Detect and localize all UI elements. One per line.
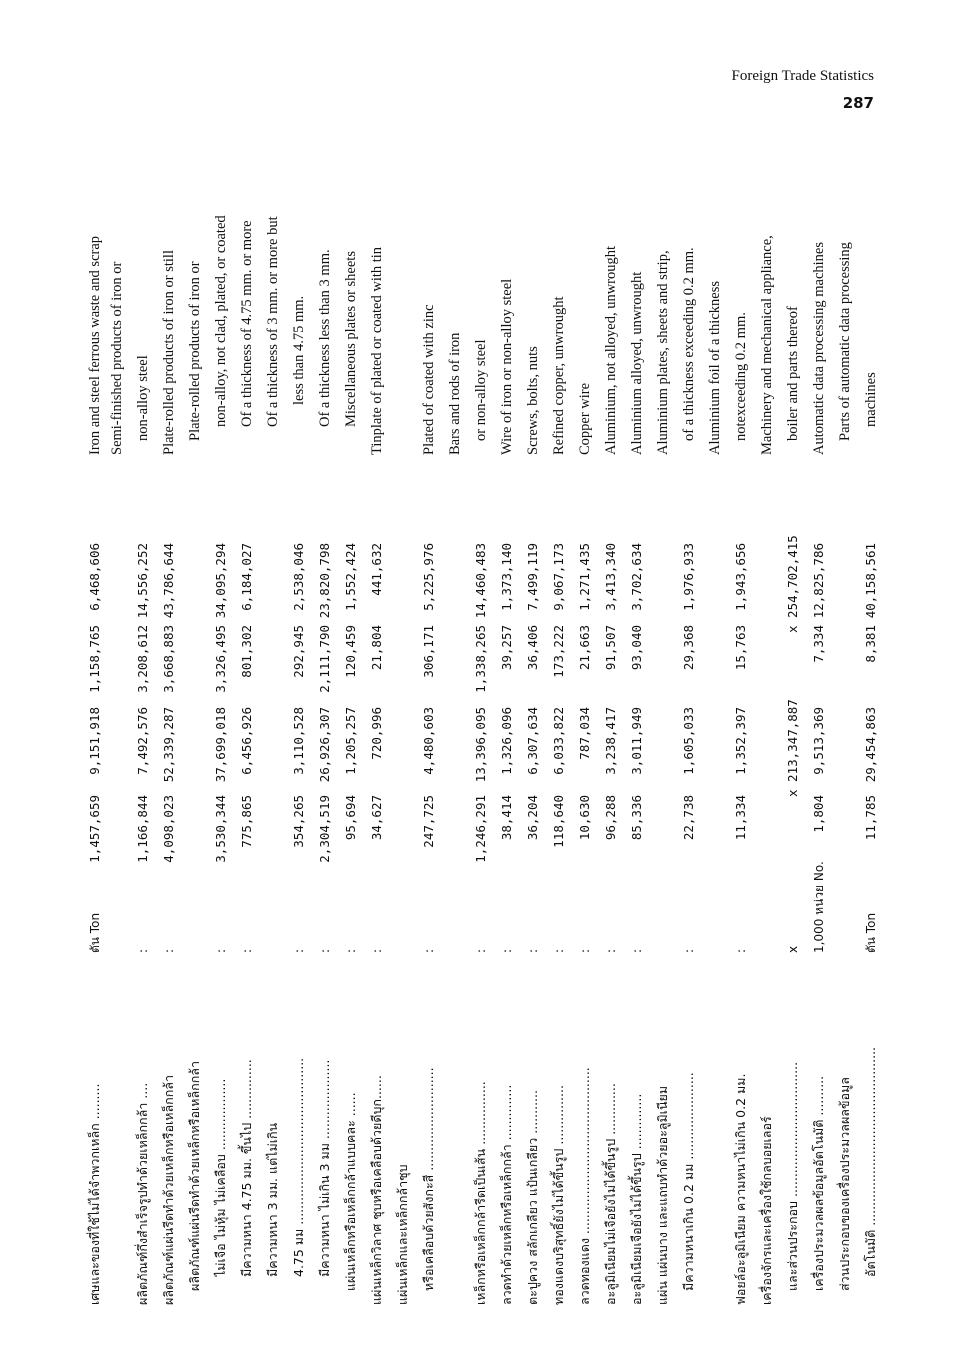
value-cell: 3,668,883 — [161, 625, 176, 693]
thai-description: อะลูมิเนียมไม่เจือยังไม่ได้ขึ้นรูป ............. — [603, 1083, 618, 1305]
table-row — [390, 155, 416, 1305]
value-cell: 1,552,424 — [343, 543, 358, 611]
value-cell: 3,011,949 — [629, 707, 644, 775]
value-cell: 34,095,294 — [213, 543, 228, 619]
value-cell: 9,067,173 — [551, 543, 566, 611]
english-description: Machinery and mechanical appliance, — [759, 235, 775, 455]
value-cell: 5,225,976 — [421, 543, 436, 611]
page-number: 287 — [842, 94, 874, 112]
unit-cell: : — [240, 948, 254, 953]
value-cell: 8,381 — [863, 625, 878, 663]
english-description: of a thickness exceeding 0.2 mm. — [681, 247, 697, 441]
unit-cell: : — [162, 948, 176, 953]
thai-description: แผ่นเหล็กหรือเหล็กกล้าแบบคละ ...... — [343, 1092, 358, 1291]
table-row — [234, 155, 260, 1305]
value-cell: x 213,347,887 — [785, 699, 800, 797]
thai-description: เศษและของที่ใช้ไม่ได้จำพวกเหล็ก ......... — [87, 1083, 102, 1305]
unit-cell: ตัน Ton — [864, 912, 878, 953]
thai-description: เครื่องจักรและเครื่องใช้กลบอยเลอร์ — [759, 1116, 774, 1305]
table-row — [676, 155, 702, 1305]
value-cell: 21,804 — [369, 625, 384, 671]
table-row — [598, 155, 624, 1305]
table-row — [832, 155, 858, 1305]
thai-description: มีความหนา 4.75 มม. ขึ้นไป ............... — [239, 1059, 254, 1277]
value-cell: 3,413,340 — [603, 543, 618, 611]
value-cell: 29,368 — [681, 625, 696, 671]
thai-description: ตะปูควง สลักเกลียว แป้นเกลียว ........... — [525, 1090, 540, 1305]
english-description: or non-alloy steel — [473, 339, 489, 441]
table-row — [780, 155, 806, 1305]
value-cell: x 254,702,415 — [785, 535, 800, 633]
value-cell: 15,763 — [733, 625, 748, 671]
unit-cell: : — [578, 948, 592, 953]
value-cell: 43,786,644 — [161, 543, 176, 619]
english-description: Refined copper, unwrought — [551, 296, 567, 455]
unit-cell: : — [604, 948, 618, 953]
unit-cell: : — [552, 948, 566, 953]
value-cell: 7,492,576 — [135, 707, 150, 775]
english-description: Aluminium, not alloyed, unwrought — [603, 245, 619, 455]
value-cell: 13,396,095 — [473, 707, 488, 783]
value-cell: 22,738 — [681, 795, 696, 841]
value-cell: 85,336 — [629, 795, 644, 841]
value-cell: 14,556,252 — [135, 543, 150, 619]
value-cell: 306,171 — [421, 625, 436, 678]
thai-description: ผลิตภัณฑ์กึ่งสำเร็จรูปทำด้วยเหล็กกล้า .... — [135, 1082, 150, 1305]
thai-description: เครื่องประมวลผลข้อมูลอัตโนมัติ .......... — [811, 1075, 826, 1291]
table-row — [546, 155, 572, 1305]
thai-description: อัตโนมัติ ............................................. — [863, 1046, 878, 1277]
unit-cell: : — [370, 948, 384, 953]
table-row — [572, 155, 598, 1305]
value-cell: 120,459 — [343, 625, 358, 678]
table-row — [286, 155, 312, 1305]
value-cell: 1,352,397 — [733, 707, 748, 775]
value-cell: 787,034 — [577, 707, 592, 760]
value-cell: 1,338,265 — [473, 625, 488, 693]
value-cell: 11,785 — [863, 795, 878, 841]
thai-description: เหล็กหรือเหล็กกล้ารีดเป็นเส้น ................ — [473, 1081, 488, 1305]
english-description: Semi-finished products of iron or — [109, 261, 125, 455]
value-cell: 3,702,634 — [629, 543, 644, 611]
value-cell: 4,480,603 — [421, 707, 436, 775]
value-cell: 34,627 — [369, 795, 384, 841]
value-cell: 1,326,096 — [499, 707, 514, 775]
thai-description: มีความหนา 3 มม. แต่ไม่เกิน — [265, 1122, 280, 1277]
value-cell: 2,538,046 — [291, 543, 306, 611]
english-description: Iron and steel ferrous waste and scrap — [87, 235, 103, 455]
thai-description: หรือเคลือบด้วยสังกะสี .......................... — [421, 1067, 436, 1291]
table-row — [494, 155, 520, 1305]
unit-cell: : — [734, 948, 748, 953]
value-cell: 3,238,417 — [603, 707, 618, 775]
value-cell: 720,996 — [369, 707, 384, 760]
table-row — [156, 155, 182, 1305]
thai-description: อะลูมิเนียมเจือยังไม่ได้ขึ้นรูป .............. — [629, 1093, 644, 1305]
english-description: non-alloy, not clad, plated, or coated — [213, 215, 229, 427]
value-cell: 40,158,561 — [863, 543, 878, 619]
english-description: notexceeding 0.2 mm. — [733, 312, 749, 441]
rotated-statistics-table — [82, 155, 882, 1305]
value-cell: 29,454,863 — [863, 707, 878, 783]
table-row — [806, 155, 832, 1305]
table-row — [104, 155, 130, 1305]
thai-description: ลวดทำด้วยเหล็กหรือเหล็กกล้า .............. — [499, 1084, 514, 1305]
unit-cell: : — [344, 948, 358, 953]
table-row — [208, 155, 234, 1305]
value-cell: 1,166,844 — [135, 795, 150, 863]
unit-cell: x — [786, 945, 800, 953]
unit-cell: : — [318, 948, 332, 953]
english-description: Miscellaneous plates or sheets — [343, 251, 359, 427]
value-cell: 292,945 — [291, 625, 306, 678]
thai-description: และส่วนประกอบ .................................. — [785, 1061, 800, 1291]
english-description: Screws, bolts, nuts — [525, 346, 541, 455]
value-cell: 3,208,612 — [135, 625, 150, 693]
value-cell: 3,326,495 — [213, 625, 228, 693]
value-cell: 93,040 — [629, 625, 644, 671]
thai-description: ส่วนประกอบของเครื่องประมวลผลข้อมูล — [837, 1077, 852, 1291]
value-cell: 1,943,656 — [733, 543, 748, 611]
english-description: Bars and rods of iron — [447, 332, 463, 455]
value-cell: 6,468,606 — [87, 543, 102, 611]
thai-description: ผลิตภัณฑ์แผ่นรีดทำด้วยเหล็กหรือเหล็กกล้า — [161, 1075, 176, 1305]
table-row — [728, 155, 754, 1305]
running-header-title: Foreign Trade Statistics — [731, 68, 874, 84]
english-description: Tinplate of plated or coated with tin — [369, 246, 385, 455]
english-description: Wire of iron or non-alloy steel — [499, 278, 515, 455]
table-row — [312, 155, 338, 1305]
value-cell: 441,632 — [369, 543, 384, 596]
english-description: Aluminium alloyed, unwrought — [629, 271, 645, 455]
value-cell: 1,205,257 — [343, 707, 358, 775]
value-cell: 1,246,291 — [473, 795, 488, 863]
value-cell: 7,499,119 — [525, 543, 540, 611]
value-cell: 247,725 — [421, 795, 436, 848]
english-description: non-alloy steel — [135, 355, 151, 441]
value-cell: 173,222 — [551, 625, 566, 678]
table-row — [520, 155, 546, 1305]
unit-cell: : — [136, 948, 150, 953]
value-cell: 4,098,023 — [161, 795, 176, 863]
value-cell: 1,158,765 — [87, 625, 102, 693]
value-cell: 1,271,435 — [577, 543, 592, 611]
table-row — [130, 155, 156, 1305]
value-cell: 2,304,519 — [317, 795, 332, 863]
value-cell: 1,457,659 — [87, 795, 102, 863]
thai-description: แผ่นเหล็กและเหล็กกล้าชุบ — [395, 1164, 410, 1305]
value-cell: 36,204 — [525, 795, 540, 841]
value-cell: 36,406 — [525, 625, 540, 671]
english-description: Of a thickness of 3 mm. or more but — [265, 216, 281, 427]
unit-cell: ตัน Ton — [88, 912, 102, 953]
thai-description: ทองแดงบริสุทธิ์ยังไม่ได้ขึ้นรูป ............... — [551, 1085, 566, 1305]
value-cell: 37,699,018 — [213, 707, 228, 783]
thai-description: ไม่เจือ ไม่หุ้ม ไม่เคลือบ .................. — [213, 1078, 228, 1277]
english-description: less than 4.75 mm. — [291, 295, 307, 405]
thai-description: มีความหนา ไม่เกิน 3 มม .................... — [317, 1059, 332, 1277]
value-cell: 1,976,933 — [681, 543, 696, 611]
english-description: Aluminium plates, sheets and strip, — [655, 250, 671, 455]
unit-cell: : — [422, 948, 436, 953]
value-cell: 12,825,786 — [811, 543, 826, 619]
english-description: Of a thickness less than 3 mm. — [317, 249, 333, 427]
value-cell: 14,460,483 — [473, 543, 488, 619]
value-cell: 9,151,918 — [87, 707, 102, 775]
value-cell: 1,804 — [811, 795, 826, 833]
unit-cell: : — [292, 948, 306, 953]
thai-description: ผลิตภัณฑ์แผ่นรีดทำด้วยเหล็กหรือเหล็กกล้า — [187, 1061, 202, 1291]
value-cell: 26,926,307 — [317, 707, 332, 783]
value-cell: 1,605,033 — [681, 707, 696, 775]
value-cell: 801,302 — [239, 625, 254, 678]
value-cell: 21,663 — [577, 625, 592, 671]
thai-description: แผ่น แผ่นบาง และแถบทำด้วยอะลูมิเนียม — [655, 1085, 670, 1305]
table-row — [468, 155, 494, 1305]
table-row — [754, 155, 780, 1305]
thai-description: ลวดทองแดง .......................................... — [577, 1067, 592, 1305]
unit-cell: 1,000 หน่วย No. — [812, 861, 826, 953]
table-row — [858, 155, 884, 1305]
thai-description: มีความหนาเกิน 0.2 มม ...................... — [681, 1072, 696, 1291]
value-cell: 52,339,287 — [161, 707, 176, 783]
english-description: Copper wire — [577, 382, 593, 455]
english-description: Plate-rolled products of iron or still — [161, 250, 177, 455]
table-row — [442, 155, 468, 1305]
table-row — [702, 155, 728, 1305]
value-cell: 2,111,790 — [317, 625, 332, 693]
english-description: machines — [863, 372, 879, 427]
value-cell: 6,033,822 — [551, 707, 566, 775]
value-cell: 11,334 — [733, 795, 748, 841]
value-cell: 39,257 — [499, 625, 514, 671]
english-description: Plate-rolled products of iron or — [187, 261, 203, 441]
value-cell: 6,307,634 — [525, 707, 540, 775]
english-description: Aluminium foil of a thickness — [707, 281, 723, 455]
value-cell: 7,334 — [811, 625, 826, 663]
english-description: boiler and parts thereof — [785, 306, 801, 441]
unit-cell: : — [500, 948, 514, 953]
table-row — [338, 155, 364, 1305]
value-cell: 23,820,798 — [317, 543, 332, 619]
value-cell: 9,513,369 — [811, 707, 826, 775]
thai-description: 4.75 มม .......................................... — [291, 1057, 306, 1277]
english-description: Automatic data processing machines — [811, 241, 827, 455]
english-description: Parts of automatic data processing — [837, 242, 853, 441]
table-row — [650, 155, 676, 1305]
english-description: Plated of coated with zinc — [421, 304, 437, 455]
table-row — [624, 155, 650, 1305]
unit-cell: : — [474, 948, 488, 953]
value-cell: 38,414 — [499, 795, 514, 841]
value-cell: 3,530,344 — [213, 795, 228, 863]
value-cell: 10,630 — [577, 795, 592, 841]
value-cell: 91,507 — [603, 625, 618, 671]
unit-cell: : — [526, 948, 540, 953]
table-row — [182, 155, 208, 1305]
unit-cell: : — [214, 948, 228, 953]
value-cell: 6,456,926 — [239, 707, 254, 775]
value-cell: 3,110,528 — [291, 707, 306, 775]
thai-description: แผ่นเหล็กวิลาศ ชุบหรือเคลือบด้วยดีบุก...... — [369, 1075, 384, 1305]
table-row — [416, 155, 442, 1305]
unit-cell: : — [682, 948, 696, 953]
english-description: Of a thickness of 4.75 mm. or more — [239, 220, 255, 427]
value-cell: 96,288 — [603, 795, 618, 841]
value-cell: 775,865 — [239, 795, 254, 848]
table-row — [260, 155, 286, 1305]
value-cell: 6,184,027 — [239, 543, 254, 611]
table-row — [364, 155, 390, 1305]
thai-description: ฟอยล์อะลูมิเนียม ความหนาไม่เกิน 0.2 มม. — [733, 1073, 748, 1305]
unit-cell: : — [630, 948, 644, 953]
value-cell: 354,265 — [291, 795, 306, 848]
value-cell: 1,373,140 — [499, 543, 514, 611]
value-cell: 95,694 — [343, 795, 358, 841]
value-cell: 118,640 — [551, 795, 566, 848]
